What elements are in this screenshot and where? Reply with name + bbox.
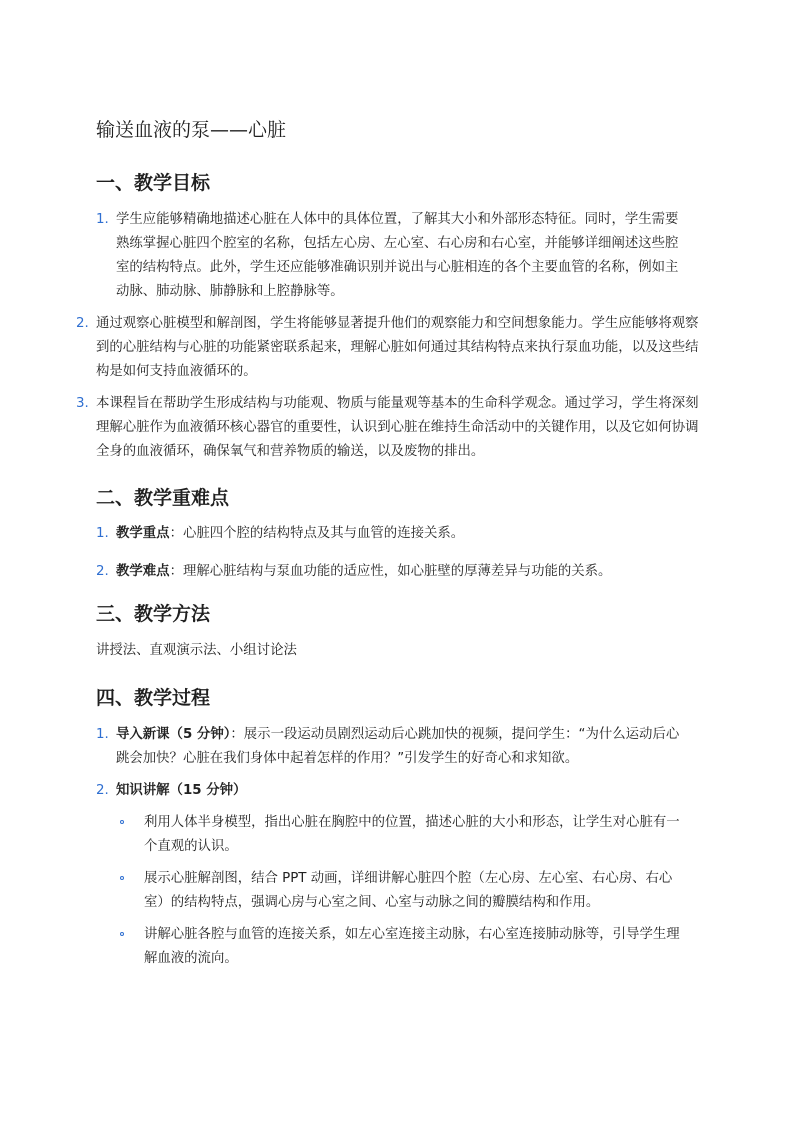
- sub-list-item-text: 展示心脏解剖图，结合 PPT 动画，详细讲解心脏四个腔（左心房、左心室、右心房、右心室）的结构特点，强调心房与心室之间、心室与动脉之间的瓣膜结构和作用。: [144, 871, 673, 910]
- sub-list-item: [96, 811, 700, 859]
- list-number: 3.: [76, 396, 89, 411]
- list-item: [96, 779, 700, 803]
- list-item: [76, 312, 700, 384]
- section-heading-methods: 三、教学方法: [96, 603, 211, 625]
- list-item-body: ：理解心脏结构与泵血功能的适应性，如心脏壁的厚薄差异与功能的关系。: [169, 564, 612, 579]
- sub-list-item-text: 利用人体半身模型，指出心脏在胸腔中的位置，描述心脏的大小和形态，让学生对心脏有一个直观的认识。: [144, 815, 680, 854]
- hollow-circle-bullet-icon: [120, 820, 124, 824]
- section-heading-key-points: 二、教学重难点: [96, 487, 230, 509]
- list-item-text: [96, 522, 700, 546]
- list-item: [96, 208, 700, 304]
- sub-list-item: [96, 867, 700, 915]
- list-item-label: 教学重点: [116, 526, 170, 541]
- list-number: 2.: [96, 564, 109, 579]
- section-heading-process: 四、教学过程: [96, 687, 211, 709]
- list-item-label: 教学难点: [116, 564, 170, 579]
- key-points-list: [96, 522, 700, 584]
- hollow-circle-bullet-icon: [120, 876, 124, 880]
- list-item-body: ：心脏四个腔的结构特点及其与血管的连接关系。: [169, 526, 465, 541]
- list-item-text: [96, 560, 700, 584]
- list-item: [76, 392, 700, 464]
- document-title: 输送血液的泵——心脏: [96, 119, 287, 141]
- list-item: [96, 560, 700, 584]
- goals-list: [76, 208, 700, 464]
- list-item-text: [96, 779, 700, 803]
- hollow-circle-bullet-icon: [120, 932, 124, 936]
- sub-list-item: [96, 923, 700, 971]
- list-item-text: [96, 723, 691, 771]
- list-item-text: 本课程旨在帮助学生形成结构与功能观、物质与能量观等基本的生命科学观念。通过学习，学生将深刻理解心脏作为血液循环核心器官的重要性，认识到心脏在维持生命活动中的关键作用，以及它如何协调全身的血液循环，确保氧气和营养物质的输送，以及废物的排出。: [96, 396, 699, 459]
- list-number: 1.: [96, 727, 109, 742]
- list-item-body: ：展示一段运动员剧烈运动后心跳加快的视频，提问学生：“为什么运动后心跳会加快？心脏在我们身体中起着怎样的作用？”引发学生的好奇心和求知欲。: [116, 727, 680, 766]
- list-item-label: 导入新课（5 分钟）: [116, 727, 231, 742]
- list-item: [96, 723, 700, 771]
- process-list: [96, 723, 700, 971]
- list-item-text: 学生应能够精确地描述心脏在人体中的具体位置，了解其大小和外部形态特征。同时，学生需要熟练掌握心脏四个腔室的名称，包括左心房、左心室、右心房和右心室，并能够详细阐述这些腔室的结构特点。此外，学生还应能够准确识别并说出与心脏相连的各个主要血管的名称，例如主动脉、肺动脉、肺静脉和上腔静脉等。: [116, 212, 679, 299]
- sub-list: [96, 811, 700, 971]
- list-number: 1.: [96, 526, 109, 541]
- section-heading-goals: 一、教学目标: [96, 172, 211, 194]
- list-number: 2.: [96, 783, 109, 798]
- methods-text: 讲授法、直观演示法、小组讨论法: [96, 643, 297, 658]
- list-number: 2.: [76, 316, 89, 331]
- list-item-text: 通过观察心脏模型和解剖图，学生将能够显著提升他们的观察能力和空间想象能力。学生应能够将观察到的心脏结构与心脏的功能紧密联系起来，理解心脏如何通过其结构特点来执行泵血功能，以及这些结构是如何支持血液循环的。: [96, 316, 699, 379]
- sub-list-item-text: 讲解心脏各腔与血管的连接关系，如左心室连接主动脉，右心室连接肺动脉等，引导学生理解血液的流向。: [144, 927, 680, 966]
- list-number: 1.: [96, 212, 109, 227]
- list-item: [96, 522, 700, 546]
- list-item-label: 知识讲解（15 分钟）: [116, 783, 247, 798]
